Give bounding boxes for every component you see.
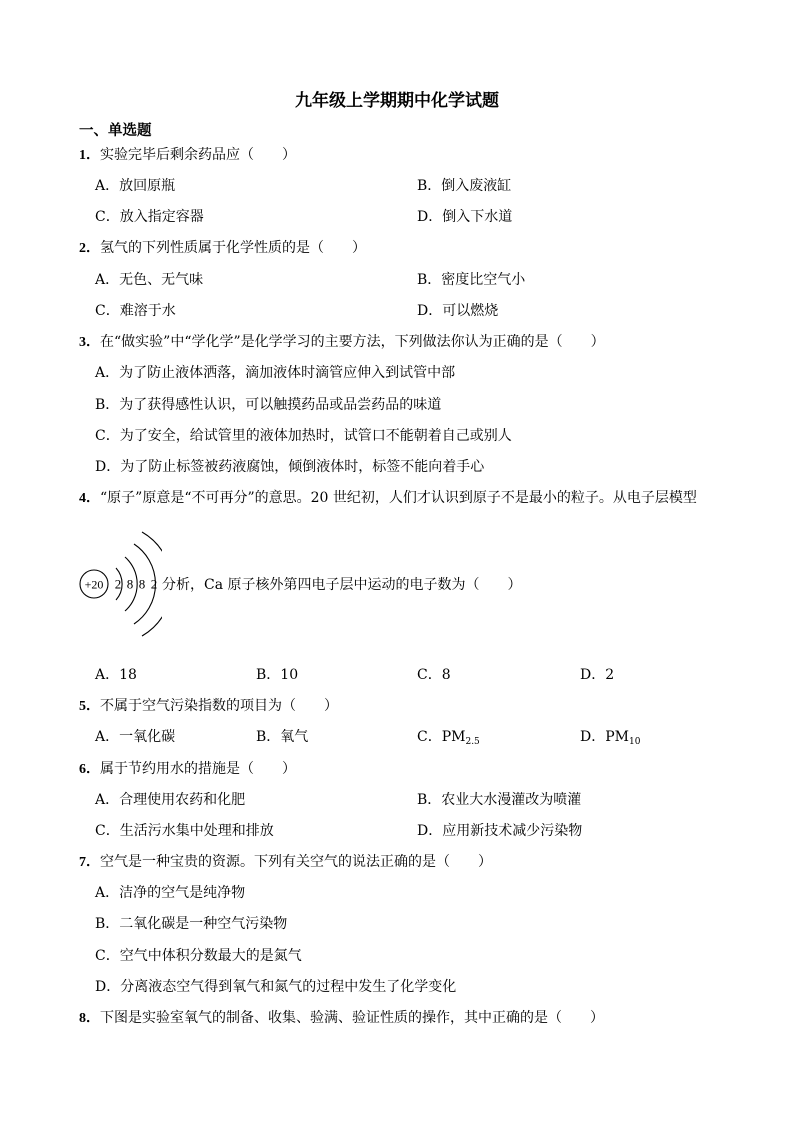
subscript: 2.5 <box>465 737 480 747</box>
question-number: 5． <box>79 699 100 714</box>
option-1a[interactable]: A．放回原瓶 <box>95 178 176 194</box>
option-3d[interactable]: D．为了防止标签被药液腐蚀，倾倒液体时，标签不能向着手心 <box>95 459 485 475</box>
question-text: 实验完毕后剩余药品应（ ） <box>100 147 296 163</box>
question-number: 2． <box>79 241 100 256</box>
option-1d[interactable]: D．倒入下水道 <box>417 209 513 225</box>
nucleus-charge: +20 <box>84 577 104 592</box>
option-5d[interactable] <box>580 727 640 752</box>
question-text: 下图是实验室氧气的制备、收集、验满、验证性质的操作，其中正确的是（ ） <box>100 1010 604 1026</box>
question-number: 1． <box>79 148 100 163</box>
option-4c[interactable]: C．8 <box>417 667 451 683</box>
option-label: D．PM <box>580 729 629 745</box>
option-6c[interactable]: C．生活污水集中处理和排放 <box>95 823 274 839</box>
option-4a[interactable]: A．18 <box>95 667 137 683</box>
option-7a[interactable]: A．洁净的空气是纯净物 <box>95 885 246 901</box>
option-2c[interactable]: C．难溶于水 <box>95 303 176 319</box>
option-label: C．PM <box>417 729 466 745</box>
option-6b[interactable]: B．农业大水漫灌改为喷灌 <box>417 792 582 808</box>
question-3 <box>79 332 605 353</box>
page-title: 九年级上学期期中化学试题 <box>295 91 499 111</box>
question-text: 不属于空气污染指数的项目为（ ） <box>100 698 338 714</box>
option-3b[interactable]: B．为了获得感性认识，可以触摸药品或品尝药品的味道 <box>95 397 442 413</box>
option-2b[interactable]: B．密度比空气小 <box>417 272 526 288</box>
question-2 <box>79 238 366 259</box>
option-4b[interactable]: B．10 <box>256 667 299 683</box>
option-1c[interactable]: C．放入指定容器 <box>95 209 204 225</box>
option-5c[interactable] <box>417 727 480 752</box>
subscript: 10 <box>628 737 641 747</box>
option-5b[interactable]: B．氧气 <box>256 729 309 745</box>
option-1b[interactable]: B．倒入废液缸 <box>417 178 512 194</box>
option-7d[interactable]: D．分离液态空气得到氧气和氮气的过程中发生了化学变化 <box>95 979 457 995</box>
option-6d[interactable]: D．应用新技术减少污染物 <box>417 823 583 839</box>
shell-1-electrons: 2 <box>114 576 122 592</box>
option-2a[interactable]: A．无色、无气味 <box>95 272 204 288</box>
option-4d[interactable]: D．2 <box>580 667 615 683</box>
option-6a[interactable]: A．合理使用农药和化肥 <box>95 792 246 808</box>
question-1 <box>79 145 296 166</box>
question-number: 4． <box>79 491 100 506</box>
section-heading: 一、单选题 <box>79 123 152 139</box>
option-3c[interactable]: C．为了安全，给试管里的液体加热时，试管口不能朝着自己或别人 <box>95 428 512 444</box>
question-number: 8． <box>79 1011 100 1026</box>
question-text: 属于节约用水的措施是（ ） <box>100 761 296 777</box>
option-3a[interactable]: A．为了防止液体洒落，滴加液体时滴管应伸入到试管中部 <box>95 365 456 381</box>
option-5a[interactable]: A．一氧化碳 <box>95 729 176 745</box>
calcium-atom-diagram <box>78 524 162 644</box>
question-7 <box>79 852 492 873</box>
shell-4-electrons: 2 <box>150 576 158 592</box>
shell-2-electrons: 8 <box>126 576 134 592</box>
option-2d[interactable]: D．可以燃烧 <box>417 303 499 319</box>
option-7c[interactable]: C．空气中体积分数最大的是氮气 <box>95 948 302 964</box>
option-7b[interactable]: B．二氧化碳是一种空气污染物 <box>95 916 288 932</box>
question-4 <box>79 488 697 509</box>
question-4-continuation: 分析，Ca 原子核外第四电子层中运动的电子数为（ ） <box>162 577 522 593</box>
question-8 <box>79 1008 604 1029</box>
question-number: 3． <box>79 335 100 350</box>
question-text: 氢气的下列性质属于化学性质的是（ ） <box>100 240 366 256</box>
question-text: “原子”原意是“不可再分”的意思。20 世纪初，人们才认识到原子不是最小的粒子。从电子层模型 <box>100 490 697 506</box>
question-5 <box>79 696 338 717</box>
question-number: 6． <box>79 762 100 777</box>
question-number: 7． <box>79 855 100 870</box>
question-text: 空气是一种宝贵的资源。下列有关空气的说法正确的是（ ） <box>100 854 492 870</box>
shell-3-electrons: 8 <box>138 576 146 592</box>
question-text: 在“做实验”中“学化学”是化学学习的主要方法，下列做法你认为正确的是（ ） <box>100 334 605 350</box>
question-6 <box>79 759 296 780</box>
